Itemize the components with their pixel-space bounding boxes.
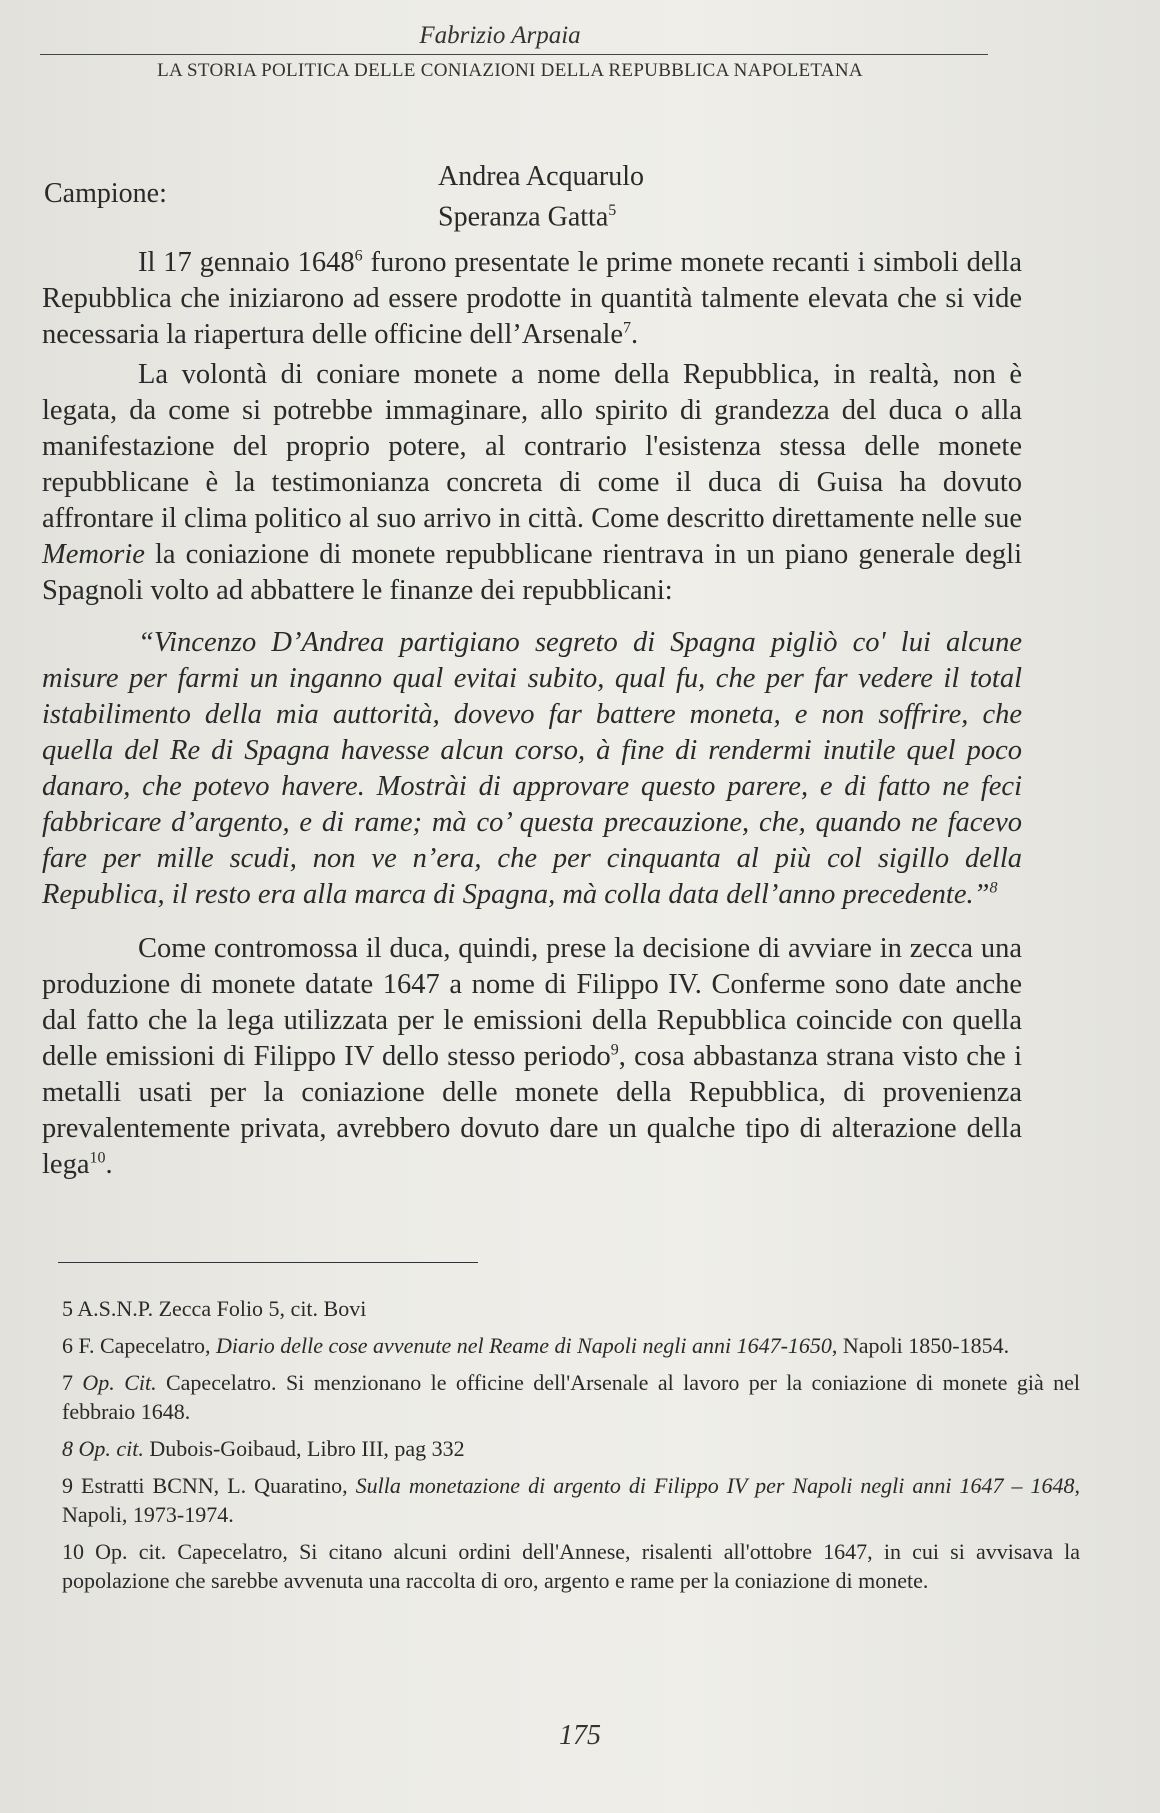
sample-name-1: Andrea Acquarulo — [438, 161, 645, 192]
paragraph-2 — [42, 357, 1022, 609]
body-text — [42, 245, 1022, 1187]
footnote-divider — [58, 1262, 478, 1263]
block-quote — [42, 625, 1022, 913]
footnote-ref: 6 — [354, 247, 363, 265]
footnote-6 — [62, 1331, 1080, 1360]
footnote-ref: 7 — [623, 319, 632, 337]
paragraph-3 — [42, 931, 1022, 1183]
italic-title: Diario delle cose avvenute nel Reame di Napoli negli anni 1647-1650 — [216, 1333, 832, 1358]
footnote-5: 5 A.S.N.P. Zecca Folio 5, cit. Bovi — [62, 1296, 367, 1321]
footnote-9 — [62, 1471, 1080, 1529]
text-run: , Napoli 1850-1854. — [831, 1333, 1010, 1358]
footnote-10: 10 Op. cit. Capecelatro, Si citano alcuni ordini dell'Annese, risalenti all'ottobre 1647, in cui si avvisava la popolazione che sarebbe avvenuta una raccolta di oro, argento e rame per la coniazione di monete. — [62, 1539, 1080, 1593]
page-author: Fabrizio Arpaia — [419, 22, 581, 49]
footnote-7 — [62, 1368, 1080, 1426]
footnotes — [62, 1294, 1080, 1603]
sample-name-2-line — [438, 194, 644, 234]
sample-label: Campione: — [44, 178, 167, 209]
footnote-ref: 8 — [989, 879, 998, 897]
footnote-8 — [62, 1434, 1080, 1463]
footnote-ref: 10 — [89, 1149, 106, 1167]
text-run: furono presentate le prime monete recanti i simboli della Repubblica che iniziarono ad essere prodotte in quantità talmente elevata che si vide necessaria la riapertura delle officine dell’Arsenale — [42, 247, 1022, 350]
text-run: . — [105, 1149, 113, 1180]
running-title: LA STORIA POLITICA DELLE CONIAZIONI DELLA REPUBBLICA NAPOLETANA — [157, 60, 863, 81]
text-run: Il 17 gennaio 1648 — [138, 247, 355, 278]
italic-title: Sulla monetazione di argento di Filippo IV per Napoli negli anni 1647 – 1648 — [355, 1473, 1075, 1498]
quote-text: “Vincenzo D’Andrea partigiano segreto di Spagna pigliò co' lui alcune misure per farmi un inganno qual evitai subito, qual fu, che per far vedere il total istabilimento della mia auttorità, dovevo far battere moneta, e non soffrire, che quella del Re di Spagna havesse alcun corso, à fine di rendermi inutile quel poco danaro, che potevo havere. Mostrài di approvare questo parere, e di fatto ne feci fabbricare d’argento, e di rame; mà co’ questa precauzione, che, quando ne facevo fare per mille scudi, non ve n’era, che per cinquanta al più col sigillo della Republica, il resto era alla marca di Spagna, mà colla data dell’anno precedente.” — [42, 627, 1022, 910]
text-run: 7 — [62, 1370, 83, 1395]
paragraph-1 — [42, 245, 1022, 353]
sample-names — [438, 160, 644, 234]
italic-title: 8 Op. cit. — [62, 1436, 144, 1461]
text-run: La volontà di coniare monete a nome della Repubblica, in realtà, non è legata, da come si potrebbe immaginare, allo spirito di grandezza del duca o alla manifestazione del proprio potere, al contrario l'esistenza stessa delle monete repubblicane è la testimonianza concreta di come il duca di Guisa ha dovuto affrontare il clima politico al suo arrivo in città. Come descritto direttamente nelle sue — [42, 359, 1022, 534]
text-run: Capecelatro. Si menzionano le officine dell'Arsenale al lavoro per la coniazione di monete già nel febbraio 1648. — [62, 1370, 1080, 1424]
page-number: 175 — [559, 1720, 601, 1751]
text-run: . — [631, 319, 639, 350]
text-run: Come contromossa il duca, quindi, prese la decisione di avviare in zecca una produzione di monete datate 1647 a nome di Filippo IV. Conferme sono date anche dal fatto che la lega utilizzata per le emissioni della Repubblica coincide con quella delle emissioni di Filippo IV dello stesso periodo — [42, 933, 1022, 1072]
italic-title: Memorie — [42, 539, 145, 570]
footnote-ref: 5 — [608, 202, 617, 219]
text-run: Dubois-Goibaud, Libro III, pag 332 — [143, 1436, 465, 1461]
text-run: , Napoli, 1973-1974. — [62, 1473, 1080, 1527]
text-run: 6 F. Capecelatro, — [62, 1333, 217, 1358]
text-run: 9 Estratti BCNN, L. Quaratino, — [62, 1473, 356, 1498]
header-divider — [40, 54, 988, 55]
sample-name-2: Speranza Gatta — [438, 201, 609, 233]
text-run: , cosa abbastanza strana visto che i metalli usati per la coniazione delle monete della Repubblica, di provenienza prevalentemente privata, avrebbero dovuto dare un qualche tipo di alterazione della lega — [42, 1041, 1022, 1180]
text-run: la coniazione di monete repubblicane rientrava in un piano generale degli Spagnoli volto ad abbattere le finanze dei repubblicani: — [42, 539, 1022, 606]
italic-title: Op. Cit. — [82, 1370, 157, 1395]
footnote-ref: 9 — [610, 1041, 619, 1059]
